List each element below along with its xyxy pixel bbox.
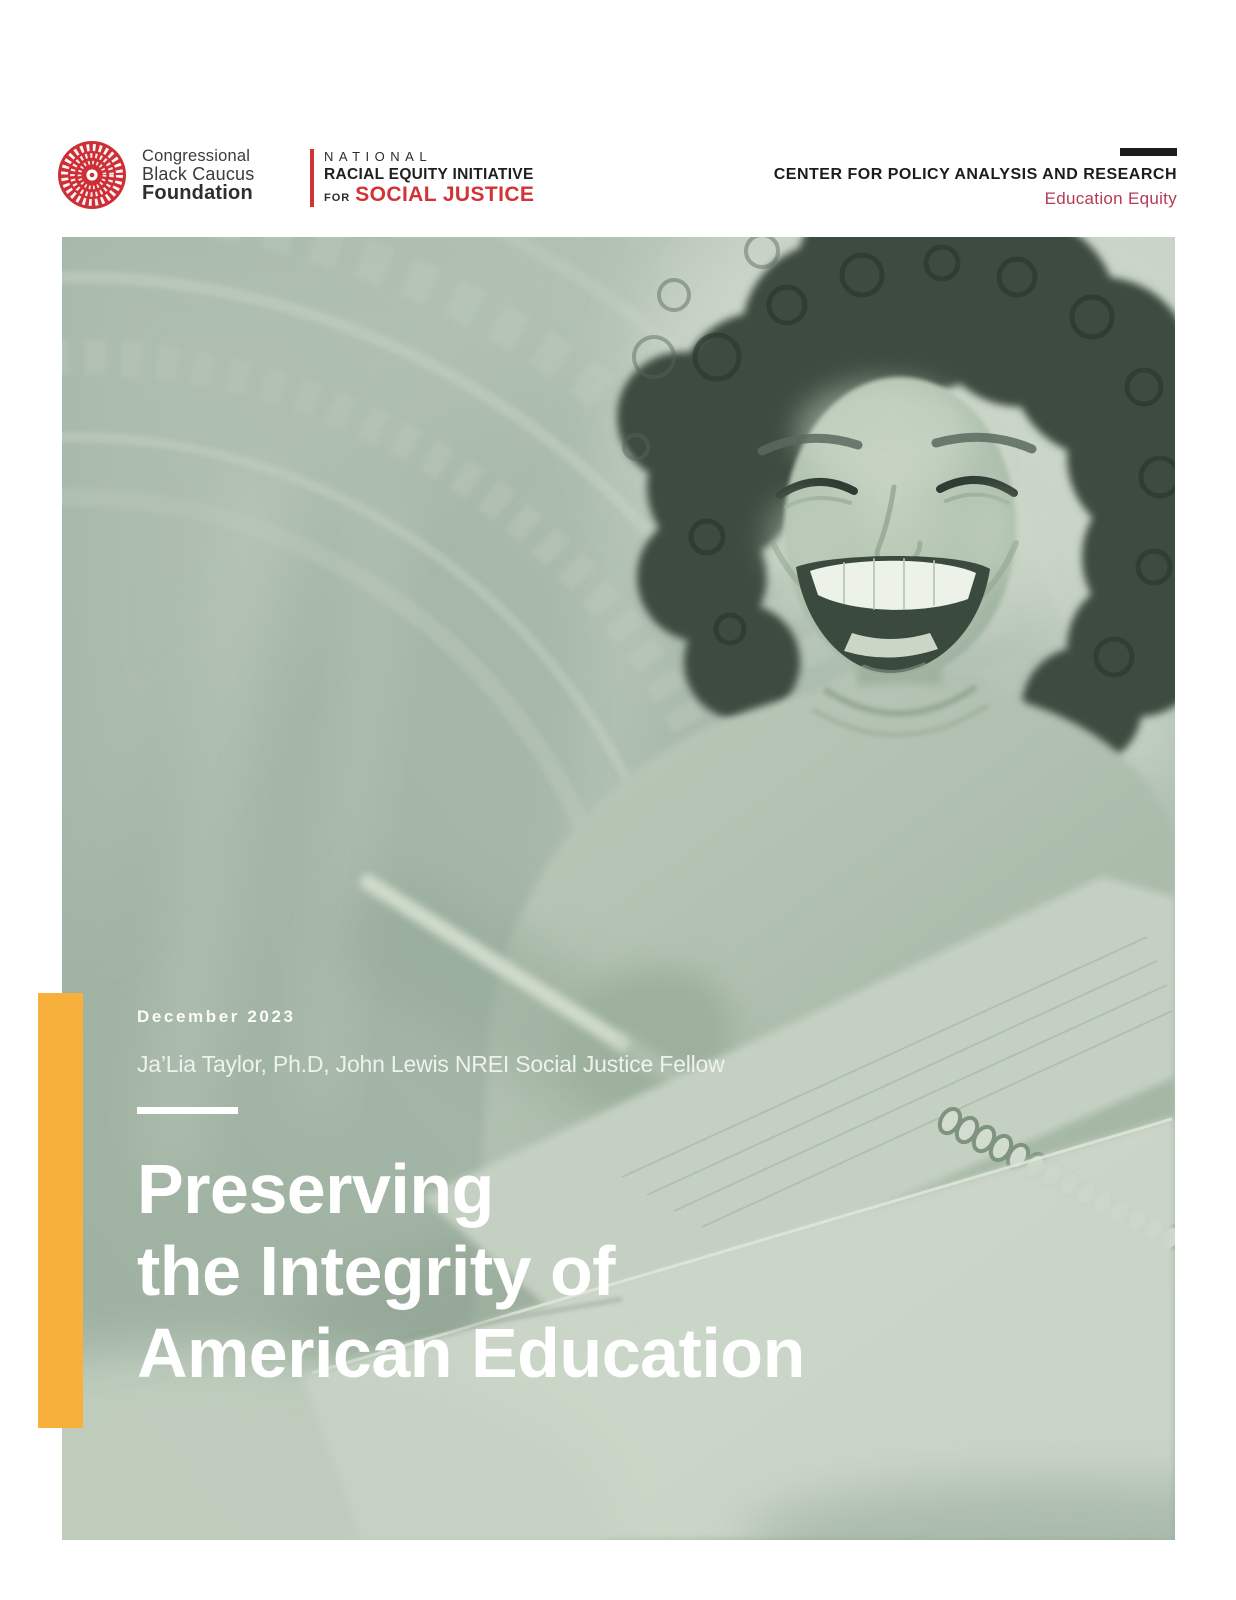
cpar-accent-bar: [1120, 148, 1177, 156]
cpar-program-label: Education Equity: [1044, 189, 1177, 208]
cpar-title: CENTER FOR POLICY ANALYSIS AND RESEARCH: [773, 166, 1177, 183]
cpar-block: [774, 148, 1177, 209]
report-title: [137, 1148, 805, 1394]
cbcf-logo: [56, 139, 254, 211]
cover-meta: [137, 1007, 805, 1394]
report-title-line3: American Education: [137, 1314, 805, 1392]
publication-date: December 2023: [137, 1007, 296, 1026]
author-byline: Ja’Lia Taylor, Ph.D, John Lewis NREI Social Justice Fellow: [137, 1051, 725, 1077]
cbcf-medallion-icon: [56, 139, 128, 211]
logo-divider-bar: [310, 149, 314, 207]
nrei-social-justice: SOCIAL JUSTICE: [355, 183, 535, 206]
report-title-line2: the Integrity of: [137, 1232, 616, 1310]
yellow-accent-bar: [38, 993, 83, 1428]
nrei-for-prefix: FOR: [324, 192, 351, 204]
cbcf-line2: Black Caucus: [142, 163, 255, 184]
nrei-line1: NATIONAL: [324, 149, 433, 164]
nrei-line3: [324, 184, 534, 206]
cbcf-line1: Congressional: [142, 146, 251, 165]
cbcf-line3: Foundation: [142, 181, 253, 204]
cbcf-logo-text: [142, 148, 254, 203]
nrei-logo: [324, 150, 534, 206]
report-title-line1: Preserving: [137, 1150, 494, 1228]
nrei-line2: RACIAL EQUITY INITIATIVE: [324, 166, 534, 183]
title-divider: [137, 1107, 238, 1114]
